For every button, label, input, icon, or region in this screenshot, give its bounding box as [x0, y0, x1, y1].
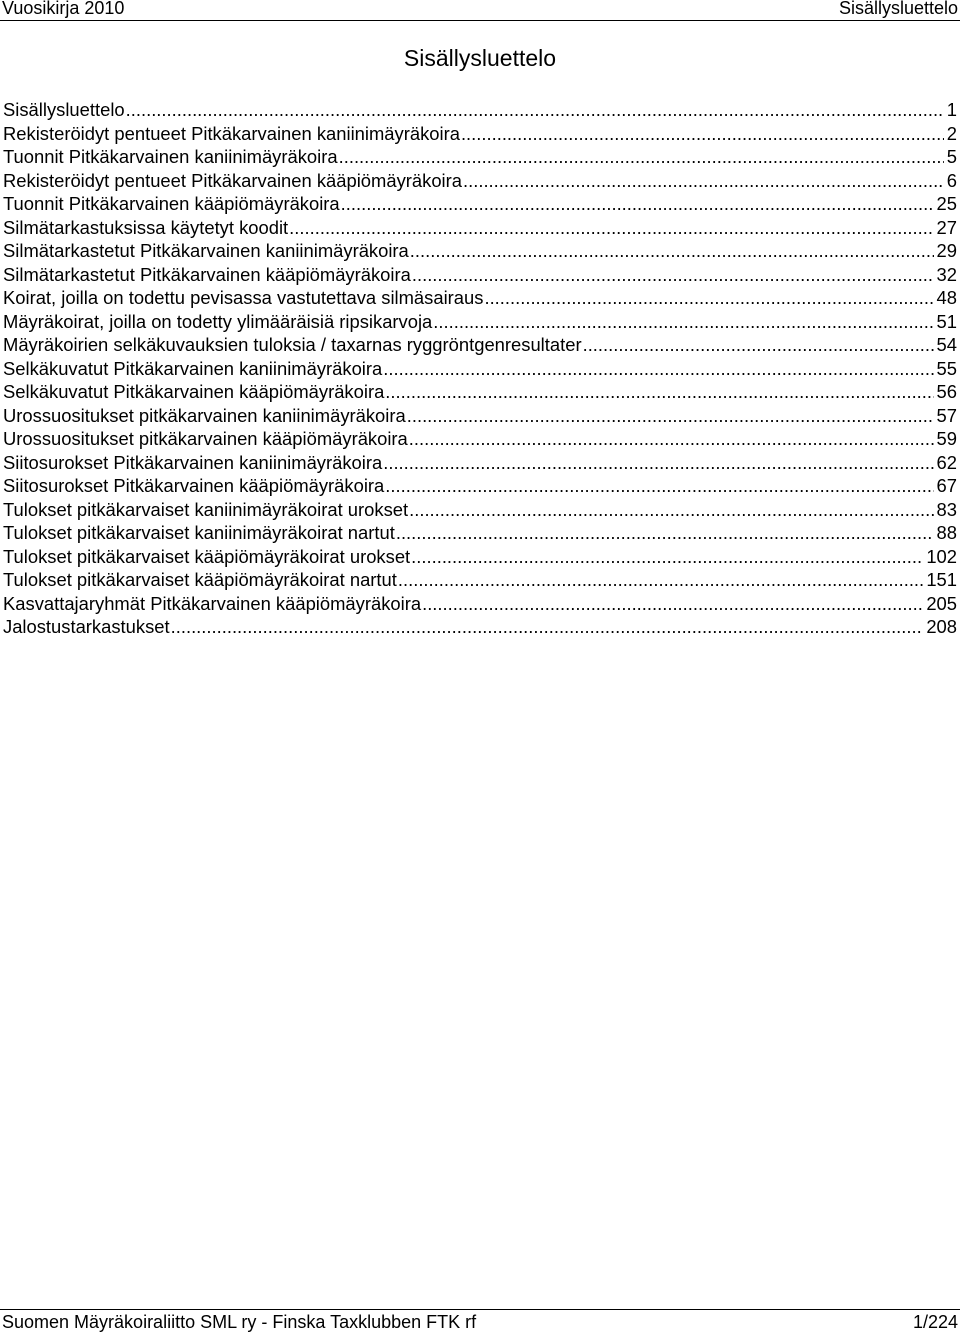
- toc-entry[interactable]: [3, 451, 957, 475]
- toc-entry-title: Mäyräkoirat, joilla on todetty ylimääräisiä ripsikarvoja: [3, 310, 433, 332]
- toc-entry[interactable]: [3, 380, 957, 404]
- toc-entry-page-number: 25: [936, 193, 957, 214]
- header-document-title: Vuosikirja 2010: [2, 0, 125, 18]
- toc-entry[interactable]: [3, 615, 957, 639]
- toc-entry-page-number: 2: [946, 122, 957, 144]
- page-title: Sisällysluettelo: [403, 45, 557, 71]
- footer-page-number: 1/224: [912, 1312, 958, 1332]
- toc-dot-leader: [339, 145, 944, 169]
- toc-entry-title: Silmätarkastetut Pitkäkarvainen kaniinimäyräkoira: [3, 240, 409, 261]
- toc-dot-leader: [461, 122, 944, 146]
- toc-entry-page-number: 27: [936, 216, 957, 238]
- toc-entry-title: Tulokset pitkäkarvaiset kaniinimäyräkoirat nartut: [3, 522, 395, 543]
- toc-dot-leader: [433, 310, 933, 334]
- toc-entry[interactable]: [3, 310, 957, 334]
- toc-entry-page-number: 83: [936, 498, 957, 520]
- toc-entry-title: Koirat, joilla on todettu pevisassa vastutettava silmäsairaus: [3, 287, 484, 308]
- toc-entry-title: Silmätarkastuksissa käytetyt koodit: [3, 216, 289, 238]
- toc-dot-leader: [396, 521, 934, 545]
- toc-entry-page-number: 208: [926, 616, 957, 637]
- toc-dot-leader: [583, 333, 934, 357]
- toc-entry-title: Mäyräkoirien selkäkuvauksien tuloksia / taxarnas ryggröntgenresultater: [3, 334, 582, 355]
- toc-entry[interactable]: [3, 192, 957, 216]
- toc-entry[interactable]: [3, 239, 957, 263]
- toc-dot-leader: [422, 592, 923, 616]
- toc-entry-title: Kasvattajaryhmät Pitkäkarvainen kääpiömäyräkoira: [3, 592, 422, 614]
- toc-entry-page-number: 56: [936, 381, 957, 402]
- toc-entry-page-number: 32: [936, 263, 957, 285]
- header-section-title: Sisällysluettelo: [838, 0, 958, 18]
- toc-dot-leader: [409, 427, 934, 451]
- toc-entry-title: Rekisteröidyt pentueet Pitkäkarvainen kaniinimäyräkoira: [3, 122, 460, 144]
- toc-dot-leader: [126, 98, 944, 122]
- toc-entry[interactable]: [3, 404, 957, 428]
- toc-entry-title: Urossuositukset pitkäkarvainen kaniinimäyräkoira: [3, 404, 406, 426]
- toc-entry[interactable]: [3, 98, 957, 122]
- toc-entry-page-number: 29: [936, 240, 957, 261]
- toc-dot-leader: [407, 404, 934, 428]
- running-header: [0, 0, 960, 21]
- toc-dot-leader: [484, 286, 933, 310]
- toc-entry-title: Selkäkuvatut Pitkäkarvainen kääpiömäyräkoira: [3, 381, 385, 402]
- toc-dot-leader: [410, 239, 934, 263]
- toc-entry[interactable]: [3, 333, 957, 357]
- toc-dot-leader: [341, 192, 934, 216]
- toc-entry-page-number: 67: [936, 475, 957, 496]
- toc-entry-page-number: 59: [936, 428, 957, 449]
- toc-dot-leader: [171, 615, 924, 639]
- toc-dot-leader: [398, 568, 923, 592]
- toc-entry-title: Tulokset pitkäkarvaiset kaniinimäyräkoirat urokset: [3, 498, 409, 520]
- toc-entry-page-number: 6: [946, 169, 957, 191]
- toc-dot-leader: [463, 169, 944, 193]
- toc-dot-leader: [383, 357, 933, 381]
- toc-entry-title: Tulokset pitkäkarvaiset kääpiömäyräkoirat urokset: [3, 545, 411, 567]
- toc-entry[interactable]: [3, 145, 957, 169]
- toc-entry-page-number: 1: [946, 99, 957, 120]
- toc-entry-page-number: 48: [936, 287, 957, 308]
- toc-entry[interactable]: [3, 568, 957, 592]
- toc-entry[interactable]: [3, 286, 957, 310]
- toc-entry-page-number: 55: [936, 357, 957, 379]
- toc-entry-title: Silmätarkastetut Pitkäkarvainen kääpiömäyräkoira: [3, 263, 411, 285]
- toc-entry[interactable]: [3, 474, 957, 498]
- toc-entry-title: Tuonnit Pitkäkarvainen kääpiömäyräkoira: [3, 193, 340, 214]
- toc-entry-title: Sisällysluettelo: [3, 99, 125, 120]
- toc-entry-page-number: 51: [936, 310, 957, 332]
- toc-entry-page-number: 102: [926, 545, 957, 567]
- toc-entry[interactable]: [3, 169, 957, 193]
- toc-dot-leader: [385, 474, 933, 498]
- toc-entry-title: Rekisteröidyt pentueet Pitkäkarvainen kääpiömäyräkoira: [3, 169, 462, 191]
- toc-entry[interactable]: [3, 357, 957, 381]
- toc-entry-page-number: 88: [936, 522, 957, 543]
- toc-entry-title: Urossuositukset pitkäkarvainen kääpiömäyräkoira: [3, 428, 408, 449]
- toc-entry-page-number: 57: [936, 404, 957, 426]
- toc-entry-page-number: 5: [946, 146, 957, 167]
- toc-entry-title: Tulokset pitkäkarvaiset kääpiömäyräkoirat nartut: [3, 569, 397, 590]
- toc-dot-leader: [412, 263, 934, 287]
- toc-entry-page-number: 151: [926, 569, 957, 590]
- toc-entry[interactable]: [3, 498, 957, 522]
- toc-entry-title: Selkäkuvatut Pitkäkarvainen kaniinimäyräkoira: [3, 357, 383, 379]
- toc-entry-page-number: 205: [926, 592, 957, 614]
- toc-entry[interactable]: [3, 263, 957, 287]
- toc-entry[interactable]: [3, 521, 957, 545]
- toc-entry-page-number: 54: [936, 334, 957, 355]
- toc-entry-title: Siitosurokset Pitkäkarvainen kääpiömäyräkoira: [3, 475, 385, 496]
- toc-entry[interactable]: [3, 592, 957, 616]
- table-of-contents: [3, 98, 957, 639]
- toc-entry-title: Jalostustarkastukset: [3, 616, 170, 637]
- toc-entry[interactable]: [3, 427, 957, 451]
- toc-entry[interactable]: [3, 545, 957, 569]
- toc-dot-leader: [409, 498, 933, 522]
- toc-entry-title: Siitosurokset Pitkäkarvainen kaniinimäyräkoira: [3, 451, 383, 473]
- toc-entry-page-number: 62: [936, 451, 957, 473]
- toc-dot-leader: [383, 451, 933, 475]
- toc-dot-leader: [411, 545, 923, 569]
- toc-entry[interactable]: [3, 122, 957, 146]
- toc-entry-title: Tuonnit Pitkäkarvainen kaniinimäyräkoira: [3, 146, 338, 167]
- footer-organization: Suomen Mäyräkoiraliitto SML ry - Finska Taxklubben FTK rf: [2, 1312, 477, 1332]
- running-footer: [0, 1309, 960, 1335]
- toc-dot-leader: [289, 216, 933, 240]
- toc-dot-leader: [385, 380, 933, 404]
- toc-entry[interactable]: [3, 216, 957, 240]
